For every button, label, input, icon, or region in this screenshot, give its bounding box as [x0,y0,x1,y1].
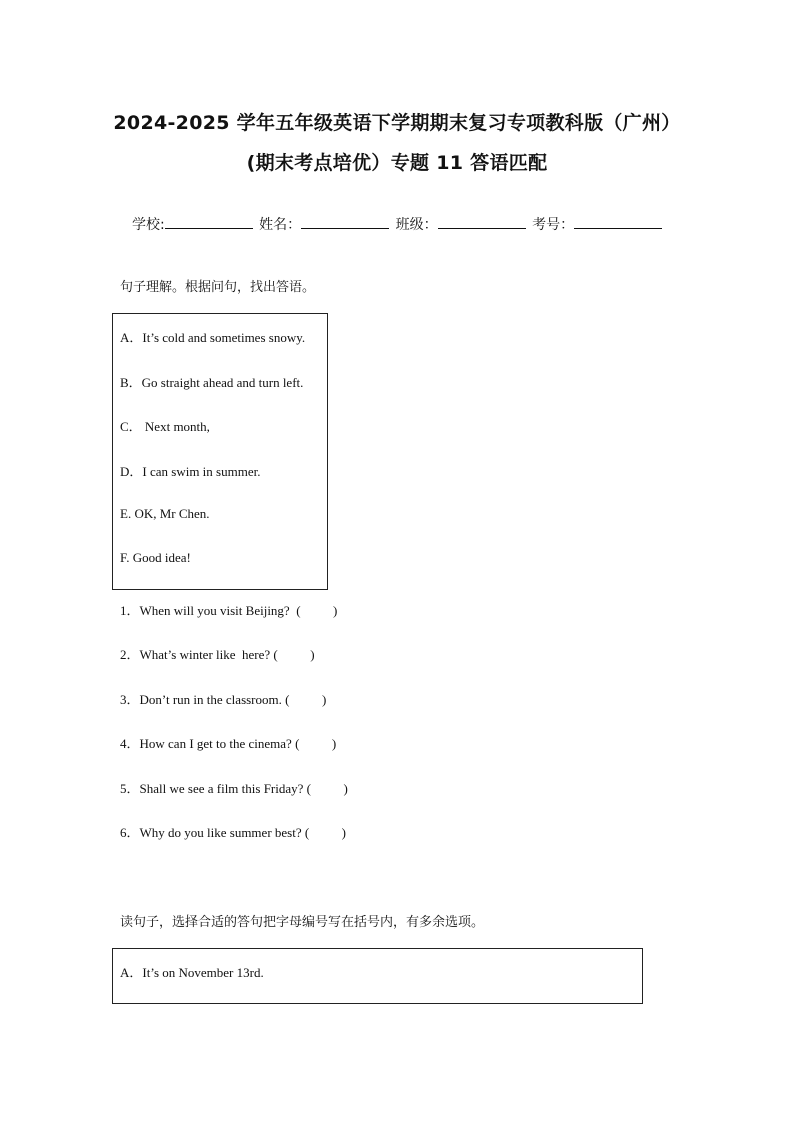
option-f: F. Good idea! [120,550,191,565]
section2-instruction: 读句子，选择合适的答句把字母编号写在括号内，有多余选项。 [120,915,485,930]
question-6: 6．Why do you like summer best? ( ) [120,825,347,840]
question-2: 2．What’s winter like here? ( ) [120,647,315,662]
class-blank[interactable] [438,214,526,229]
option-d: D．I can swim in summer. [120,464,261,479]
school-label: 学校: [132,217,165,233]
option-c: C． Next month, [120,419,210,434]
question-1: 1．When will you visit Beijing? ( ) [120,603,338,618]
exam-number-label: 考号： [532,217,575,233]
document-title-line1: 2024-2025 学年五年级英语下学期期末复习专项教科版（广州） [113,112,681,134]
student-info-row [132,214,664,234]
name-label: 姓名： [259,217,302,233]
answer-options-box [112,313,328,590]
exam-number-blank[interactable] [574,214,662,229]
section2-options-box [112,948,643,1004]
question-3: 3．Don’t run in the classroom. ( ) [120,692,327,707]
option-e: E. OK, Mr Chen. [120,506,210,521]
question-4: 4．How can I get to the cinema? ( ) [120,736,337,751]
section2-option-a: A．It’s on November 13rd. [120,965,264,980]
class-label: 班级： [395,217,438,233]
option-b: B．Go straight ahead and turn left. [120,375,304,390]
document-title-line2: (期末考点培优）专题 11 答语匹配 [246,152,548,174]
question-5: 5．Shall we see a film this Friday? ( ) [120,781,348,796]
name-blank[interactable] [301,214,389,229]
section1-instruction: 句子理解。根据问句，找出答语。 [120,280,316,295]
school-blank[interactable] [165,214,253,229]
option-a: A．It’s cold and sometimes snowy. [120,330,306,345]
